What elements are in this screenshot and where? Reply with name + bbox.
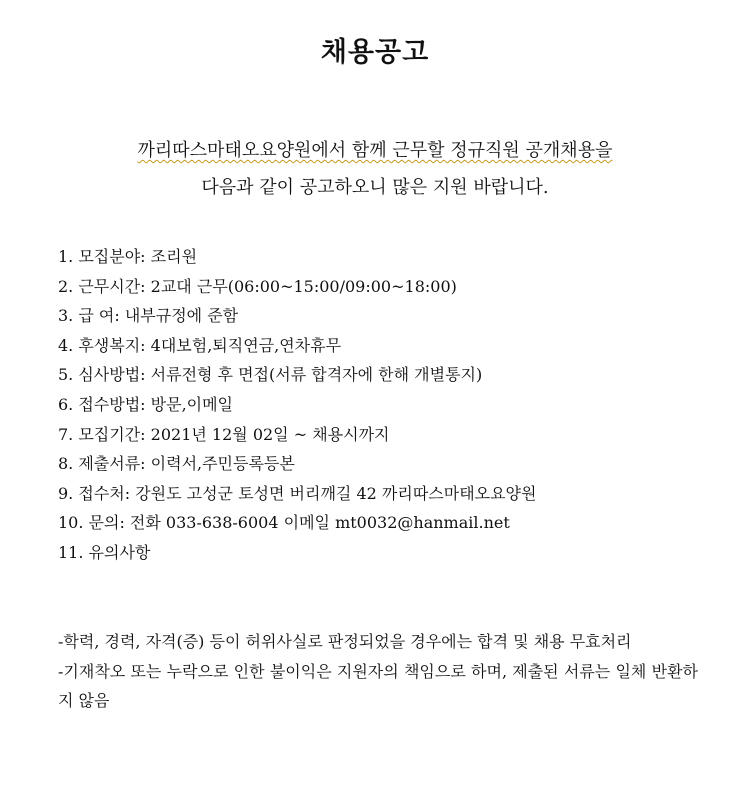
intro-line-2: 다음과 같이 공고하오니 많은 지원 바랍니다. [201, 177, 549, 198]
item-benefits: 4. 후생복지: 4대보험,퇴직연금,연차휴무 [58, 335, 342, 355]
document-title: 채용공고 [320, 37, 430, 68]
item-required-documents: 8. 제출서류: 이력서,주민등록등본 [58, 454, 295, 474]
item-notes-heading: 11. 유의사항 [58, 542, 151, 562]
item-application-address: 9. 접수처: 강원도 고성군 토성면 버리깨길 42 까리따스마태오요양원 [58, 483, 537, 503]
note-omission-responsibility: -기재착오 또는 누락으로 인한 불이익은 지원자의 책임으로 하며, 제출된 서류는 일체 반환하지 않음 [58, 661, 698, 711]
item-salary: 3. 급 여: 내부규정에 준함 [58, 306, 239, 326]
intro-paragraph [40, 132, 710, 206]
intro-line-1: 까리따스마태오요양원에서 함께 근무할 정규직원 공개채용을 [137, 140, 613, 161]
recruitment-items-list [58, 242, 708, 568]
item-screening-method: 5. 심사방법: 서류전형 후 면접(서류 합격자에 한해 개별통지) [58, 365, 483, 385]
item-recruit-field: 1. 모집분야: 조리원 [58, 247, 198, 266]
item-work-hours: 2. 근무시간: 2교대 근무(06:00~15:00/09:00~18:00) [58, 276, 457, 296]
notes-section [58, 627, 698, 716]
item-application-method: 6. 접수방법: 방문,이메일 [58, 394, 234, 414]
item-recruit-period: 7. 모집기간: 2021년 12월 02일 ~ 채용시까지 [58, 424, 390, 444]
item-contact: 10. 문의: 전화 033-638-6004 이메일 mt0032@hanmail.net [58, 513, 510, 533]
note-false-information: -학력, 경력, 자격(증) 등이 허위사실로 판정되었을 경우에는 합격 및 채용 무효처리 [58, 632, 632, 651]
